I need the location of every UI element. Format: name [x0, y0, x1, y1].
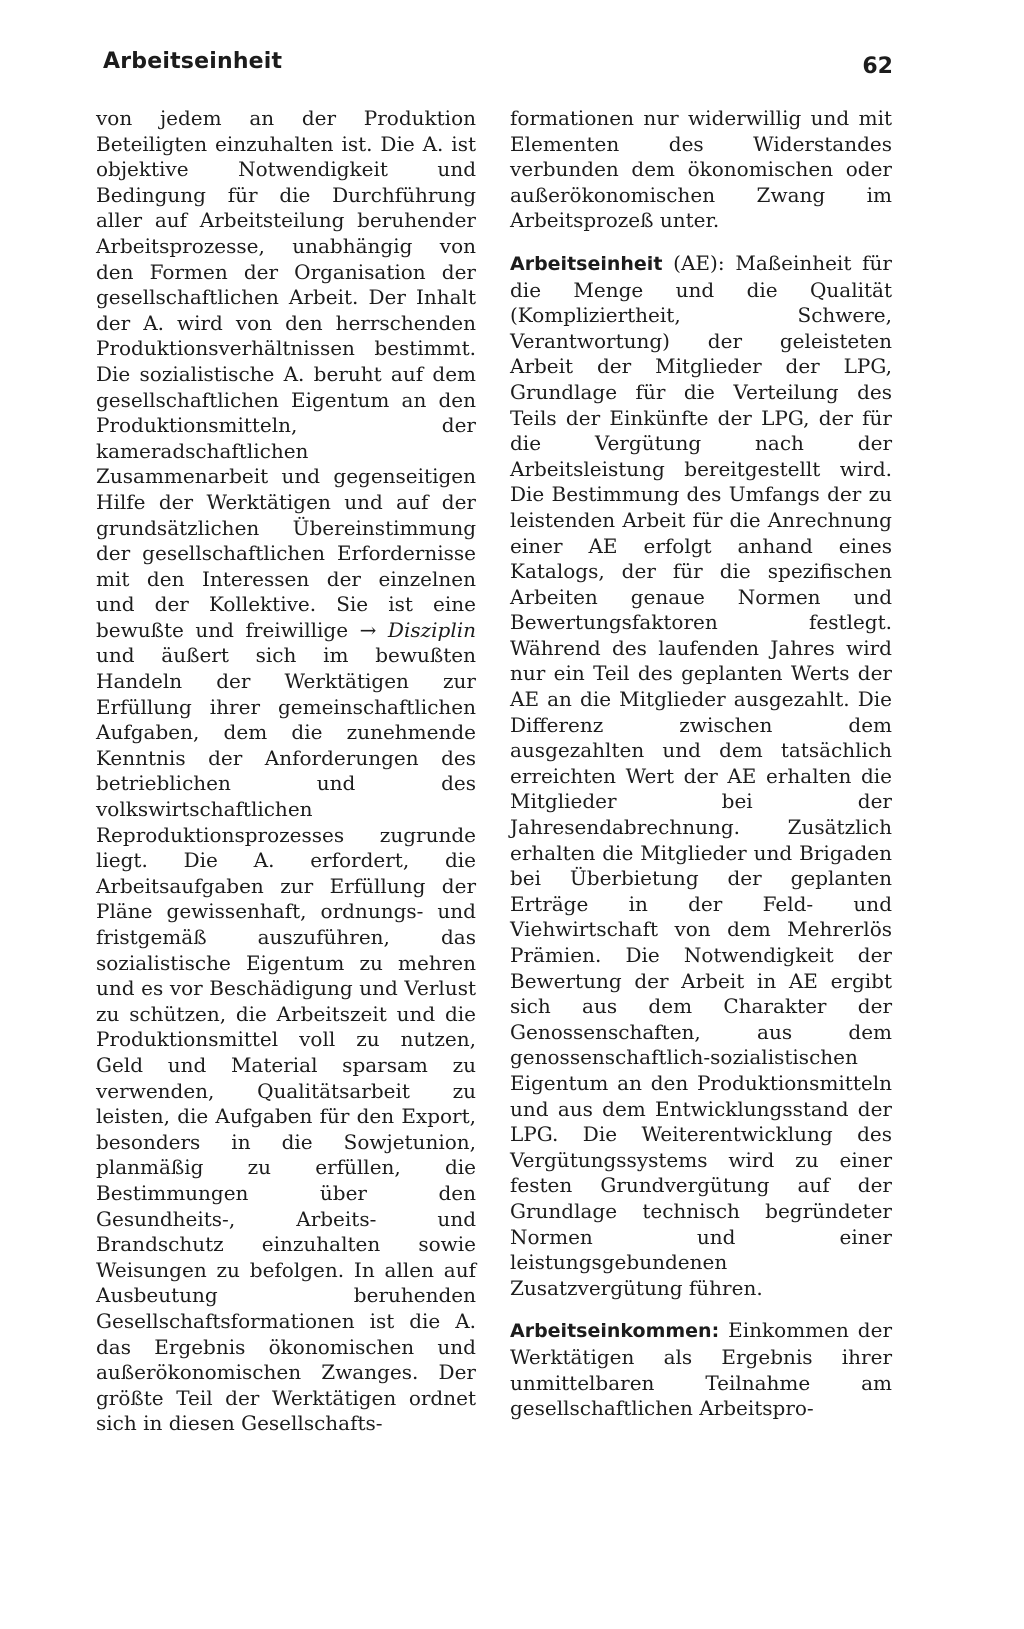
continuation-text: von jedem an der Produktion Beteiligten einzuhalten ist. Die A. ist objektive Notwendigkeit und Bedingung für die Durchführung aller auf Arbeitsteilung beruhender Arbeitsprozesse, unabhängig von den Formen der Organisation der gesellschaftlichen Arbeit. Der Inhalt der A. wird von den herrschenden Produktionsverhältnissen bestimmt. Die sozialistische A. beruht auf dem gesellschaftlichen Eigentum an den Produktionsmitteln, der kameradschaftlichen Zusammenarbeit und gegenseitigen Hilfe der Werktätigen und auf der grundsätzlichen Übereinstimmung der gesellschaftlichen Erfordernisse mit den Interessen der einzelnen und der Kollektive. Sie ist eine bewußte und freiwillige: [96, 106, 476, 642]
entry-body: Maßeinheit für die Menge und die Qualität (Kompliziertheit, Schwere, Verantwortung) der geleisteten Arbeit der Mitglieder der LPG, Grundlage für die Verteilung des Teils der Einkünfte der LPG, der für die Vergütung nach der Arbeitsleistung bereitgestellt wird. Die Bestimmung des Umfangs der zu leistenden Arbeit für die Anrechnung einer AE erfolgt anhand eines Katalogs, der für die spezifischen Arbeiten genaue Normen und Bewertungsfaktoren festlegt. Während des laufenden Jahres wird nur ein Teil des geplanten Werts der AE an die Mitglieder ausgezahlt. Die Differenz zwischen dem ausgezahlten und dem tatsächlich erreichten Wert der AE erhalten die Mitglieder bei der Jahresendabrechnung. Zusätzlich erhalten die Mitglieder und Brigaden bei Überbietung der geplanten Erträge in der Feld- und Viehwirtschaft von dem Mehrerlös Prämien. Die Notwendigkeit der Bewertung der Arbeit in AE ergibt sich aus dem Charakter der Genossenschaften, aus dem genossenschaftlich-sozialistischen Eigentum an den Produktionsmitteln und aus dem Entwicklungsstand der LPG. Die Weiterentwicklung des Vergütungssystems wird zu einer festen Grundvergütung auf der Grundlage technisch begründeter Normen und einer leistungsgebundenen Zusatzvergütung führen.: [510, 250, 892, 1300]
entry-body: Einkommen der Werktätigen als Ergebnis ihrer unmittelbaren Teilnahme am gesellschaftlichen Arbeitspro-: [510, 1318, 892, 1421]
entry-arbeitseinkommen: [510, 1318, 892, 1421]
paragraph-continuation-right: formationen nur widerwillig und mit Elementen des Widerstandes verbunden dem ökonomischen oder außerökonomischen Zwang im Arbeitsprozeß unter.: [510, 106, 892, 233]
page-number: 62: [862, 54, 893, 79]
entry-arbeitseinheit: [510, 251, 892, 1301]
entry-separator: [719, 1318, 728, 1342]
continuation-text-rest: und äußert sich im bewußten Handeln der Werktätigen zur Erfüllung ihrer gemeinschaftlichen Aufgaben, dem die zunehmende Kenntnis der Anforderungen des betrieblichen und des volkswirtschaftlichen Reproduktionsprozesses zugrunde liegt. Die A. erfordert, die Arbeitsaufgaben zur Erfüllung der Pläne gewissenhaft, ordnungs- und fristgemäß auszuführen, das sozialistische Eigentum zu mehren und es vor Beschädigung und Verlust zu schützen, die Arbeitszeit und die Produktionsmittel voll zu nutzen, Geld und Material sparsam zu verwenden, Qualitätsarbeit zu leisten, die Aufgaben für den Export, besonders in die Sowjetunion, planmäßig zu erfüllen, die Bestimmungen über den Gesundheits-, Arbeits- und Brandschutz einzuhalten sowie Weisungen zu befolgen. In allen auf Ausbeutung beruhenden Gesellschaftsformationen ist die A. das Ergebnis ökonomischen und außerökonomischen Zwanges. Der größte Teil der Werktätigen ordnet sich in diesen Gesellschafts-: [96, 643, 476, 1436]
paragraph-continuation: [96, 106, 476, 1437]
right-column: [510, 106, 892, 1422]
entry-abbreviation: (AE):: [662, 250, 736, 275]
left-column: [96, 106, 476, 1437]
cross-reference-term: Disziplin: [387, 617, 477, 642]
entry-headword: Arbeitseinheit: [510, 252, 663, 275]
cross-reference-arrow: →: [359, 617, 377, 642]
entry-headword: Arbeitseinkommen:: [510, 1320, 720, 1343]
running-head: Arbeitseinheit: [103, 49, 283, 74]
